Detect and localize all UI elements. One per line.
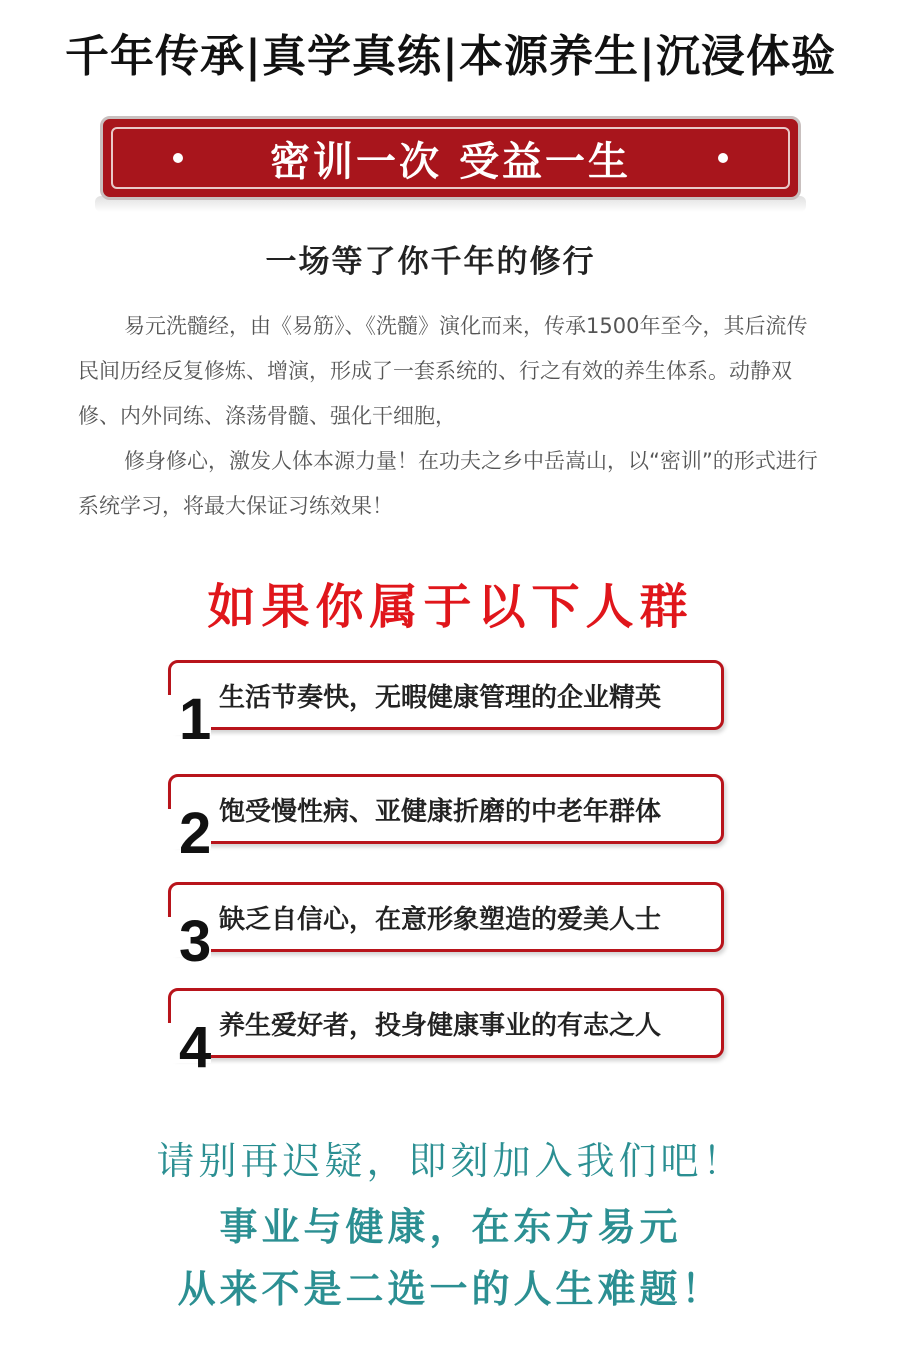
item-number: 1 — [179, 687, 212, 752]
item-text: 生活节奏快，无暇健康管理的企业精英 — [219, 683, 662, 713]
item-text: 饱受慢性病、亚健康折磨的中老年群体 — [219, 797, 662, 827]
intro-paragraph-2: 修身修心，激发人体本源力量！在功夫之乡中岳嵩山，以“密训”的形式进行系统学习，将最大保证习练效果！ — [78, 449, 818, 518]
item-text: 缺乏自信心，在意形象塑造的爱美人士 — [219, 905, 662, 935]
audience-item-1 — [168, 660, 724, 752]
audience-item-2 — [168, 774, 724, 866]
item-number: 2 — [179, 801, 212, 866]
audience-item-4 — [168, 988, 724, 1080]
banner-text: 密训一次 受益一生 — [270, 138, 631, 185]
audience-heading: 如果你属于以下人群 — [207, 579, 694, 635]
intro-text — [78, 304, 828, 529]
cta-line-1: 请别再迟疑，即刻加入我们吧！ — [156, 1139, 745, 1183]
page-title: 千年传承|真学真练|本源养生|沉浸体验 — [64, 31, 837, 82]
slogan-banner — [100, 116, 801, 200]
audience-item-3 — [168, 882, 724, 974]
item-number: 3 — [179, 909, 212, 974]
intro-paragraph-1: 易元洗髓经，由《易筋》、《洗髓》演化而来，传承1500年至今，其后流传民间历经反复修炼、增演，形成了一套系统的、行之有效的养生体系。动静双修、内外同练、涤荡骨髓、强化干细胞， — [78, 314, 808, 428]
item-text: 养生爱好者，投身健康事业的有志之人 — [219, 1011, 662, 1041]
cta-line-2: 事业与健康，在东方易元 — [219, 1205, 682, 1249]
cta-line-3: 从来不是二选一的人生难题！ — [177, 1267, 724, 1311]
section-subtitle: 一场等了你千年的修行 — [265, 244, 596, 280]
item-number: 4 — [179, 1015, 212, 1080]
